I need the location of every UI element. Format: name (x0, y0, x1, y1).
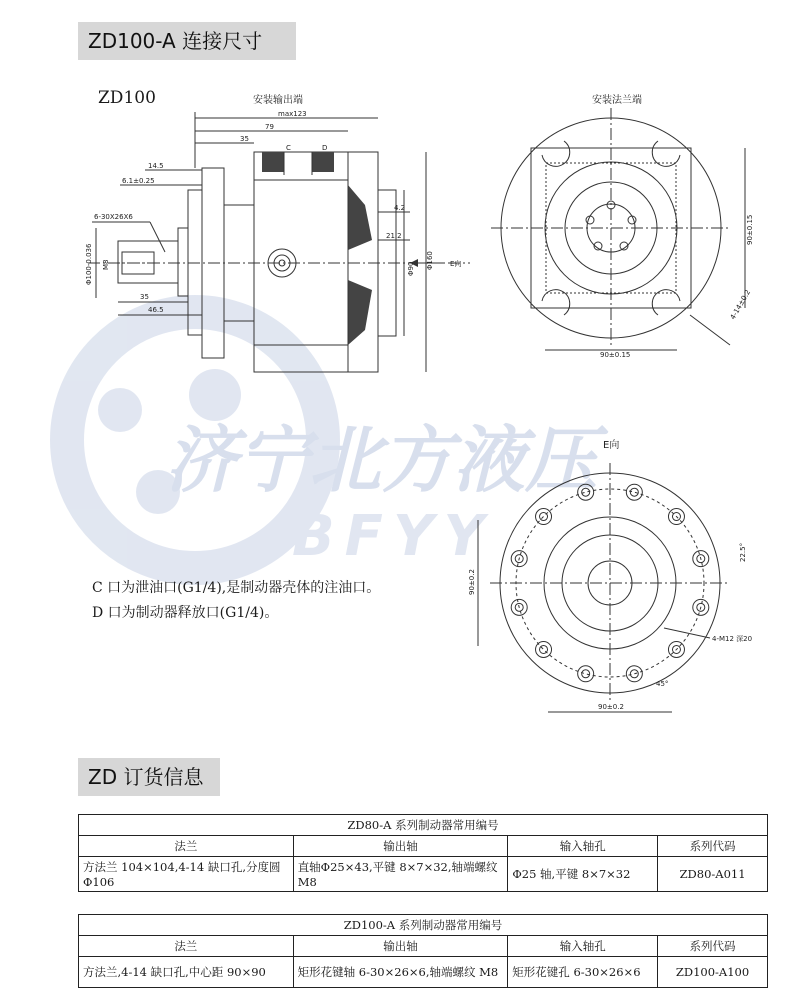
svg-text:79: 79 (265, 123, 274, 131)
svg-text:90±0.15: 90±0.15 (600, 351, 631, 359)
svg-text:C: C (286, 144, 291, 152)
table-row (79, 957, 768, 988)
svg-text:M8: M8 (102, 259, 110, 270)
bolt-hole-inner (540, 645, 548, 653)
svg-text:Φ100-0.036: Φ100-0.036 (85, 243, 93, 285)
cell-flange: 方法兰 104×104,4-14 缺口孔,分度圆Φ106 (79, 857, 294, 892)
cell-input-bore: 矩形花键孔 6-30×26×6 (508, 957, 658, 988)
cell-series-code: ZD80-A011 (658, 857, 768, 892)
header-output-shaft: 输出轴 (293, 836, 508, 857)
flange-end-view (491, 93, 754, 359)
svg-text:35: 35 (240, 135, 249, 143)
port-notes (92, 576, 380, 626)
e-direction-label: E向 (450, 260, 462, 268)
cell-output-shaft: 矩形花键轴 6-30×26×6,轴端螺纹 M8 (293, 957, 508, 988)
bolt-hole (578, 666, 594, 682)
svg-text:Φ160: Φ160 (426, 251, 434, 270)
watermark-en: BFYY (292, 504, 495, 569)
cell-series-code: ZD100-A100 (658, 957, 768, 988)
header-input-bore: 输入轴孔 (508, 836, 658, 857)
connection-dimensions-heading: ZD100-A 连接尺寸 (78, 22, 296, 60)
svg-text:4-M12 深20: 4-M12 深20 (712, 635, 753, 643)
header-series-code: 系列代码 (658, 836, 768, 857)
table-row (79, 857, 768, 892)
note-c-port: C 口为泄油口(G1/4),是制动器壳体的注油口。 (92, 580, 381, 596)
header-flange: 法兰 (79, 836, 294, 857)
svg-text:90±0.15: 90±0.15 (746, 214, 754, 245)
header-input-bore: 输入轴孔 (508, 936, 658, 957)
svg-text:Φ90: Φ90 (407, 261, 415, 276)
svg-text:45°: 45° (656, 680, 669, 688)
e-view-caption: E向 (603, 440, 620, 451)
bolt-hole-inner (582, 670, 590, 678)
bolt-hole (626, 484, 642, 500)
order-table-zd80 (78, 814, 768, 892)
watermark (67, 312, 609, 569)
svg-text:D: D (322, 144, 328, 152)
cell-output-shaft: 直轴Φ25×43,平键 8×7×32,轴端螺纹 M8 (293, 857, 508, 892)
header-output-shaft: 输出轴 (293, 936, 508, 957)
svg-text:4-14±0.2: 4-14±0.2 (728, 288, 753, 321)
svg-text:22.5°: 22.5° (739, 542, 747, 562)
svg-text:35: 35 (140, 293, 149, 301)
cell-input-bore: Φ25 轴,平键 8×7×32 (508, 857, 658, 892)
svg-text:4.2: 4.2 (394, 204, 406, 212)
flange-end-caption: 安装法兰端 (592, 95, 642, 106)
bolt-hole (536, 641, 552, 657)
header-flange: 法兰 (79, 936, 294, 957)
svg-text:46.5: 46.5 (148, 306, 164, 314)
order-table-zd100 (78, 914, 768, 988)
output-end-caption: 安装输出端 (253, 95, 303, 106)
note-d-port: D 口为制动器释放口(G1/4)。 (92, 605, 279, 621)
cell-flange: 方法兰,4-14 缺口孔,中心距 90×90 (79, 957, 294, 988)
watermark-cn: 济宁北方液压 (165, 418, 598, 502)
model-label: ZD100 (98, 88, 156, 108)
bolt-hole (668, 509, 684, 525)
svg-text:6.1±0.25: 6.1±0.25 (122, 177, 155, 185)
bolt-hole-inner (672, 513, 680, 521)
table-caption: ZD80-A 系列制动器常用编号 (79, 815, 768, 836)
svg-text:6-30X26X6: 6-30X26X6 (94, 213, 133, 221)
order-info-heading: ZD 订货信息 (78, 758, 220, 796)
header-series-code: 系列代码 (658, 936, 768, 957)
svg-text:90±0.2: 90±0.2 (598, 703, 624, 711)
svg-text:14.5: 14.5 (148, 162, 164, 170)
svg-text:90±0.2: 90±0.2 (468, 569, 476, 595)
table-caption: ZD100-A 系列制动器常用编号 (79, 915, 768, 936)
svg-text:21.2: 21.2 (386, 232, 402, 240)
bolt-hole-inner (630, 488, 638, 496)
svg-text:max123: max123 (278, 110, 307, 118)
